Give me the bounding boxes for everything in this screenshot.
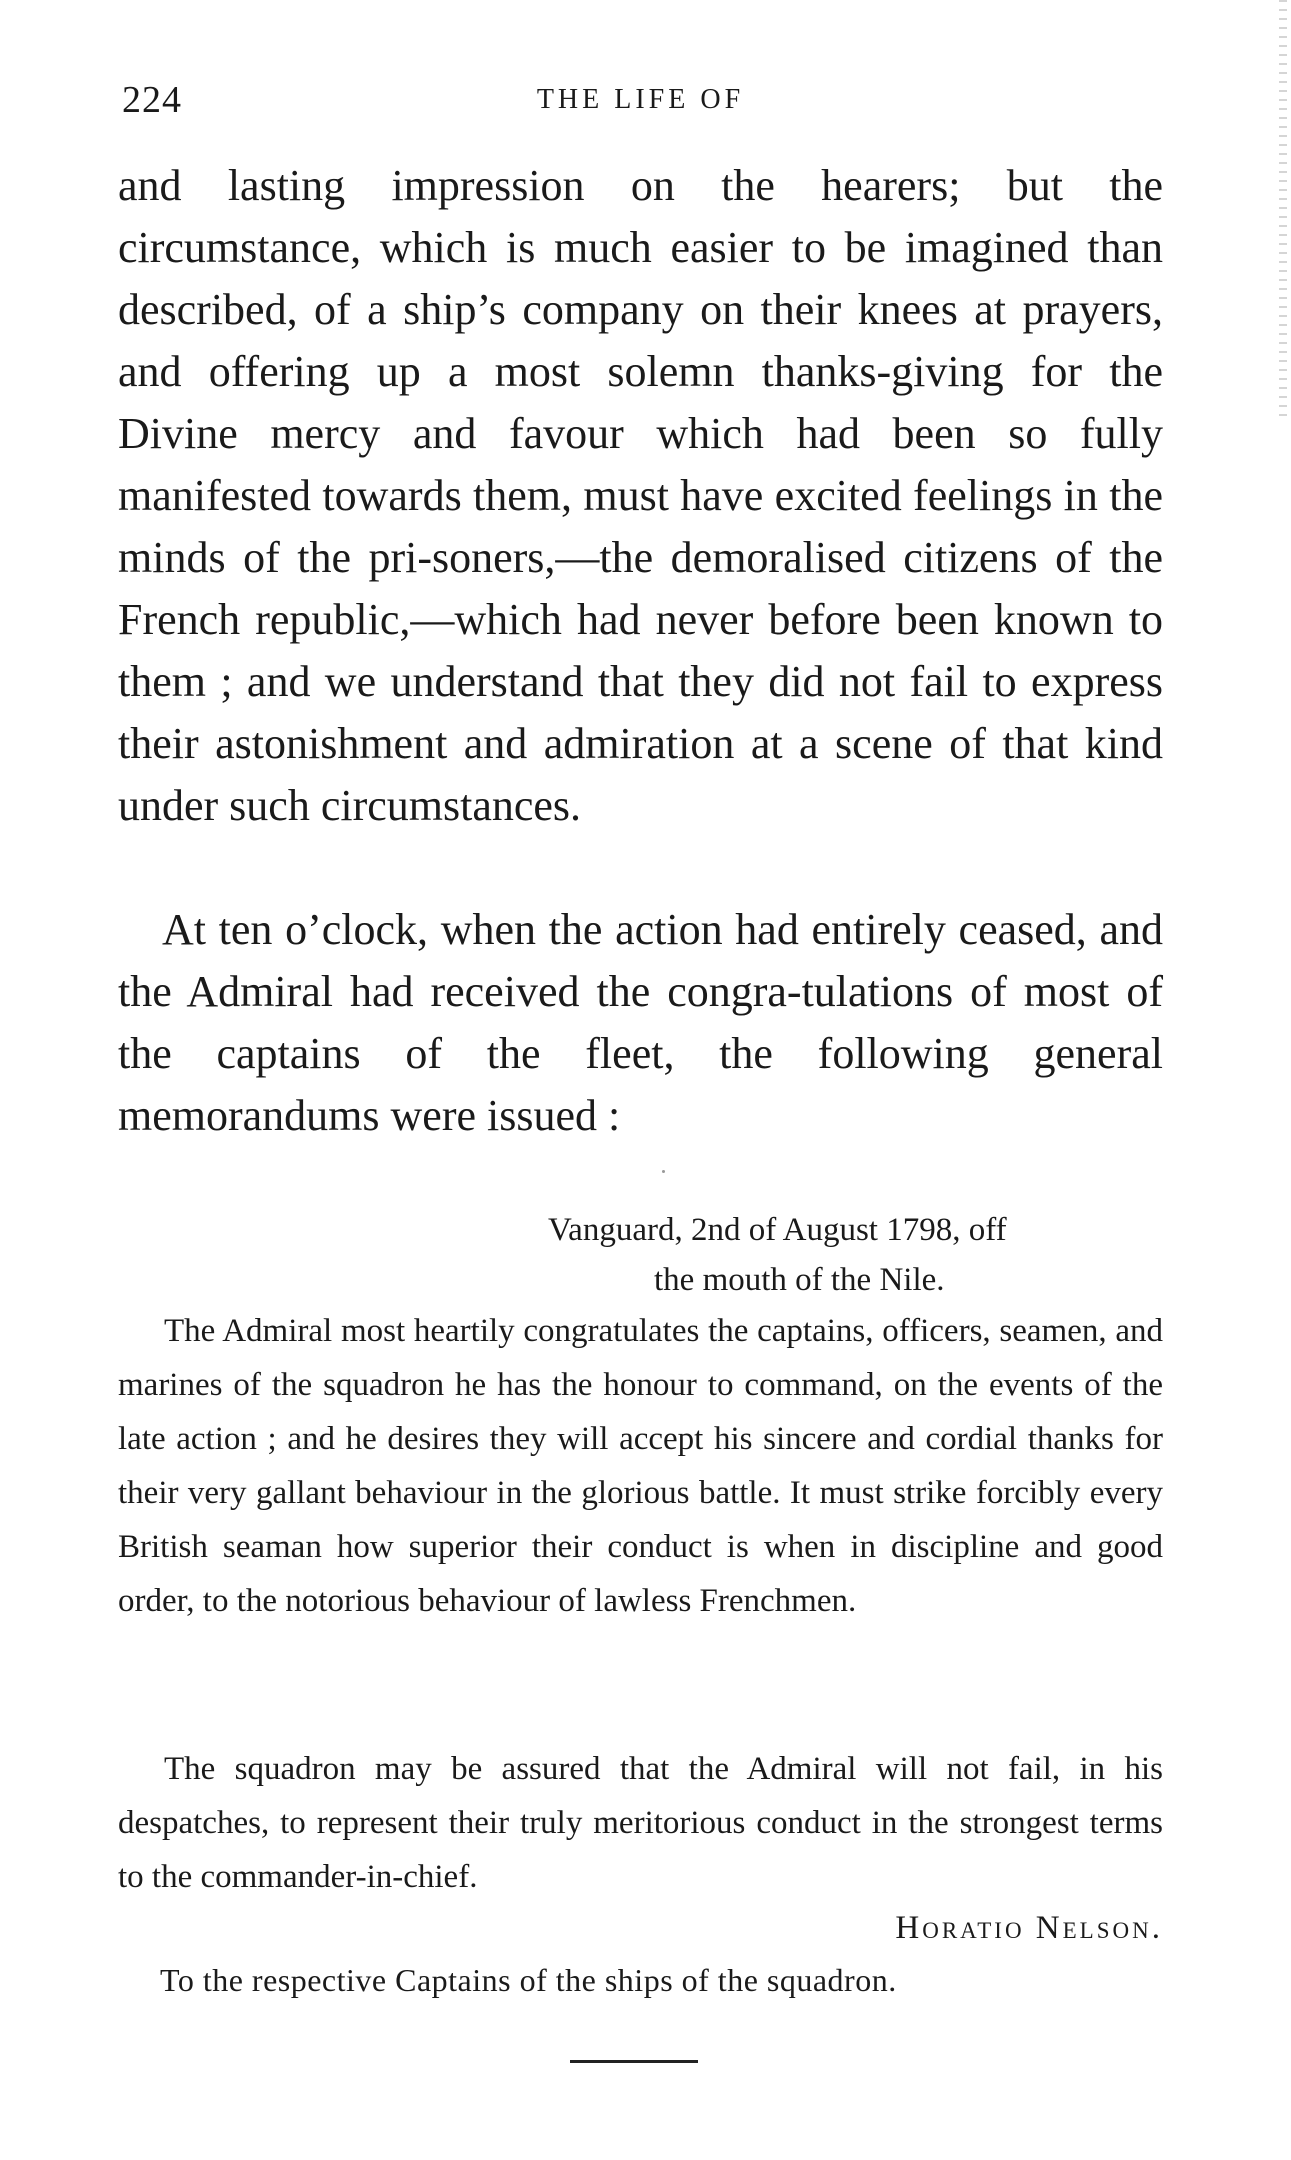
letter-address: To the respective Captains of the ships of the squadron. xyxy=(160,1962,897,1998)
page-header xyxy=(118,78,1163,138)
page-number: 224 xyxy=(122,79,182,121)
letter-signature: Horatio Nelson. xyxy=(895,1910,1163,1946)
page-edge-speckle xyxy=(1279,0,1287,420)
letter-dateline xyxy=(548,1205,1148,1305)
running-title: THE LIFE OF xyxy=(536,84,745,115)
stray-print-mark xyxy=(662,1170,665,1173)
section-end-rule xyxy=(570,2060,698,2063)
letter-dateline-1: Vanguard, 2nd of August 1798, off xyxy=(548,1212,1007,1248)
letter-paragraph-1: The Admiral most heartily congratulates the captains, officers, seamen, and marines of the squadron he has the honour to command, on the events of the late action ; and he desires they will accept his sincere and cordial thanks for their very gallant behaviour in the glorious battle. It must strike forcibly every British seaman how superior their conduct is when in discipline and good order, to the notorious behaviour of lawless Frenchmen. xyxy=(118,1313,1163,1619)
letter-dateline-2: the mouth of the Nile. xyxy=(654,1262,945,1298)
body-paragraph-2: At ten o’clock, when the action had entirely ceased, and the Admiral had received the congra-tulations of most of the captains of the fleet, the following general memorandums were issued : xyxy=(118,905,1163,1140)
letter-paragraph-2: The squadron may be assured that the Admiral will not fail, in his despatches, to represent their truly meritorious conduct in the strongest terms to the commander-in-chief. xyxy=(118,1751,1163,1895)
body-paragraph-1: and lasting impression on the hearers; but the circumstance, which is much easier to be imagined than described, of a ship’s company on their knees at prayers, and offering up a most solemn thanks-giving for the Divine mercy and favour which had been so fully manifested towards them, must have excited feelings in the minds of the pri-soners,—the demoralised citizens of the French republic,—which had never before been known to them ; and we understand that they did not fail to express their astonishment and admiration at a scene of that kind under such circumstances. xyxy=(118,161,1163,830)
